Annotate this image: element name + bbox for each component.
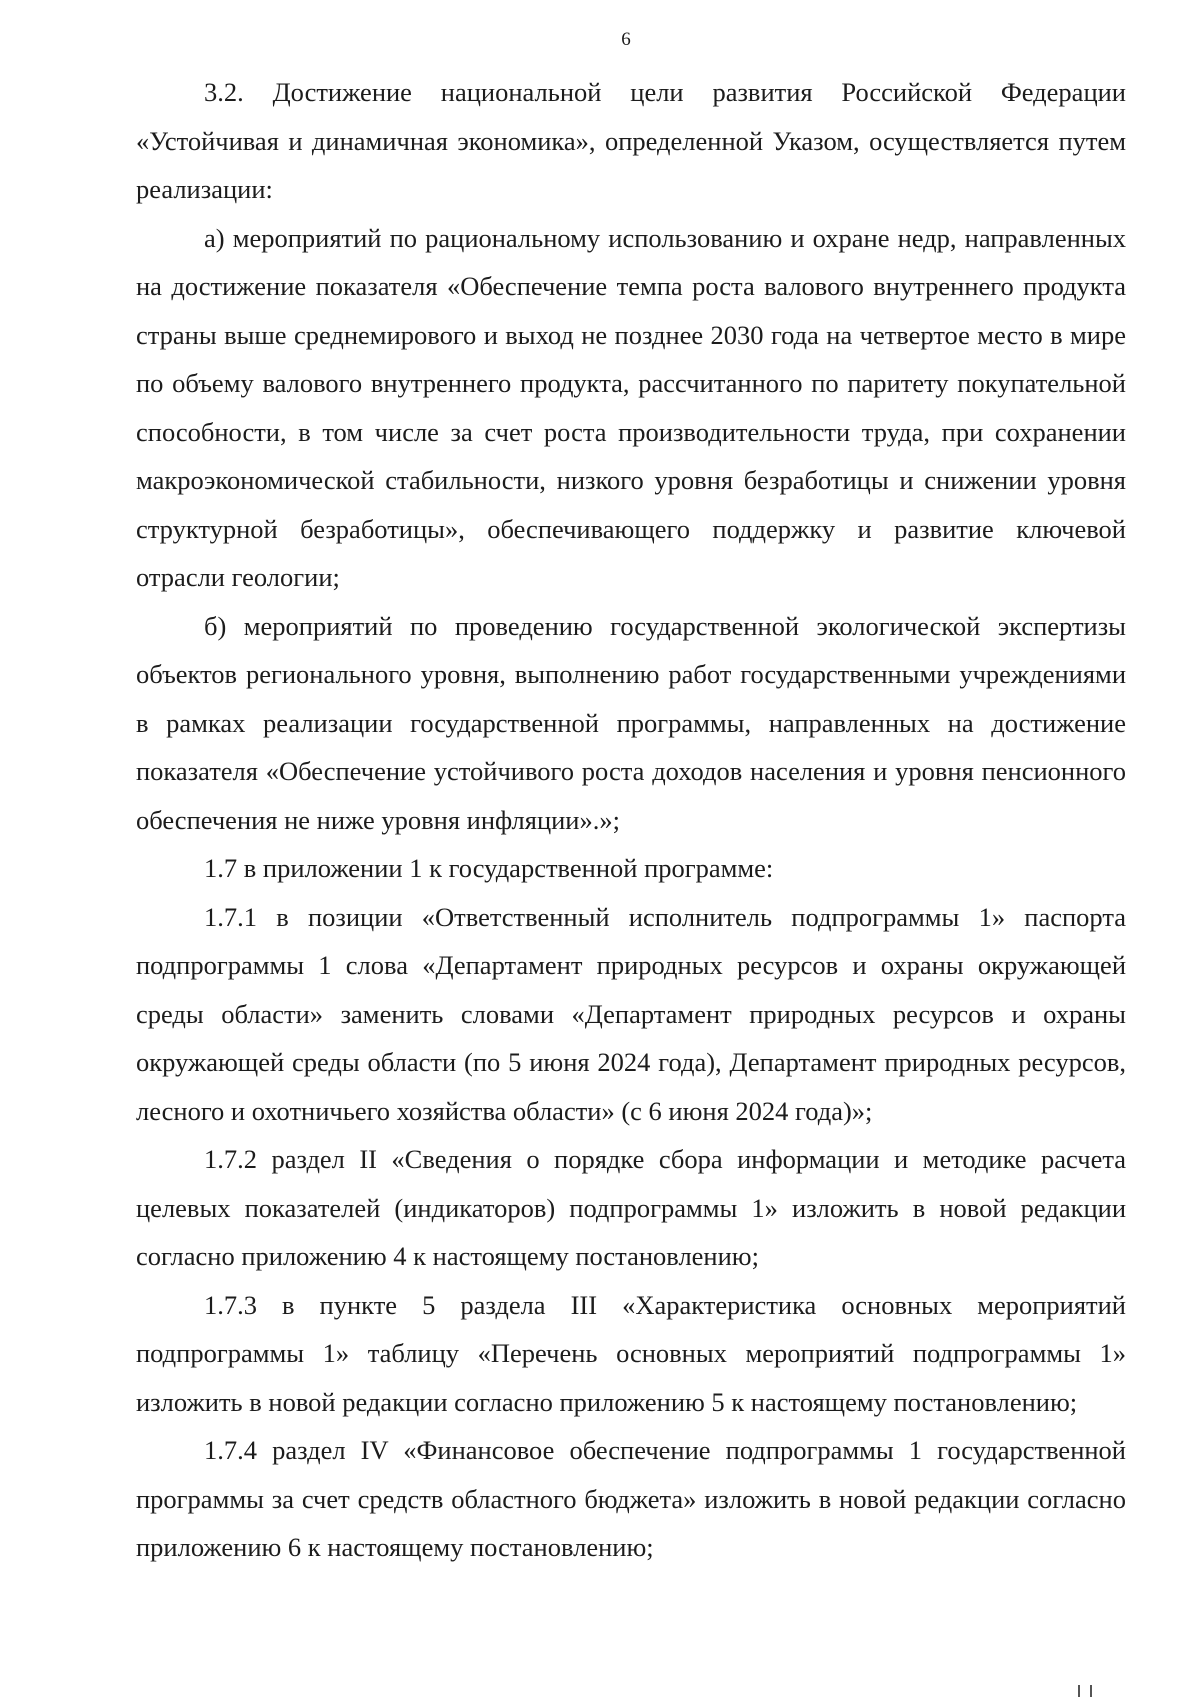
paragraph-1-7-3: 1.7.3 в пункте 5 раздела III «Характеристика основных мероприятий подпрограммы 1» таблицу «Перечень основных мероприятий подпрограммы 1» изложить в новой редакции согласно приложению 5 к настоящему постановлению; xyxy=(136,1289,1126,1417)
page-number: 6 xyxy=(621,29,631,50)
paragraph-3-2: 3.2. Достижение национальной цели развития Российской Федерации «Устойчивая и динамичная экономика», определенной Указом, осуществляется путем реализации: xyxy=(136,77,1126,204)
paragraph-item-b: б) мероприятий по проведению государственной экологической экспертизы объектов регионального уровня, выполнению работ государственными учреждениями в рамках реализации государственной программы, направленных на достижение показателя «Обеспечение устойчивого роста доходов населения и уровня пенсионного обеспечения не ниже уровня инфляции».»; xyxy=(136,610,1126,835)
paragraph-1-7: 1.7 в приложении 1 к государственной программе: xyxy=(204,853,774,883)
paragraph-item-a: а) мероприятий по рациональному использованию и охране недр, направленных на достижение показателя «Обеспечение темпа роста валового внутреннего продукта страны выше среднемирового и выход не позднее 2030 года на четвертое место в мире по объему валового внутреннего продукта, рассчитанного по паритету покупательной способности, в том числе за счет роста производительности труда, при сохранении макроэкономической стабильности, низкого уровня безработицы и снижении уровня структурной безработицы», обеспечивающего поддержку и развитие ключевой отрасли геологии; xyxy=(136,222,1126,592)
paragraph-1-7-4: 1.7.4 раздел IV «Финансовое обеспечение подпрограммы 1 государственной программы за счет средств областного бюджета» изложить в новой редакции согласно приложению 6 к настоящему постановлению; xyxy=(136,1435,1126,1562)
scan-edge-mark xyxy=(1078,1685,1096,1697)
document-body xyxy=(136,68,1126,1572)
paragraph-1-7-2: 1.7.2 раздел II «Сведения о порядке сбора информации и методике расчета целевых показателей (индикаторов) подпрограммы 1» изложить в новой редакции согласно приложению 4 к настоящему постановлению; xyxy=(136,1144,1126,1271)
paragraph-1-7-1: 1.7.1 в позиции «Ответственный исполнитель подпрограммы 1» паспорта подпрограммы 1 слова «Департамент природных ресурсов и охраны окружающей среды области» заменить словами «Департамент природных ресурсов и охраны окружающей среды области (по 5 июня 2024 года), Департамент природных ресурсов, лесного и охотничьего хозяйства области» (с 6 июня 2024 года)»; xyxy=(136,901,1126,1126)
